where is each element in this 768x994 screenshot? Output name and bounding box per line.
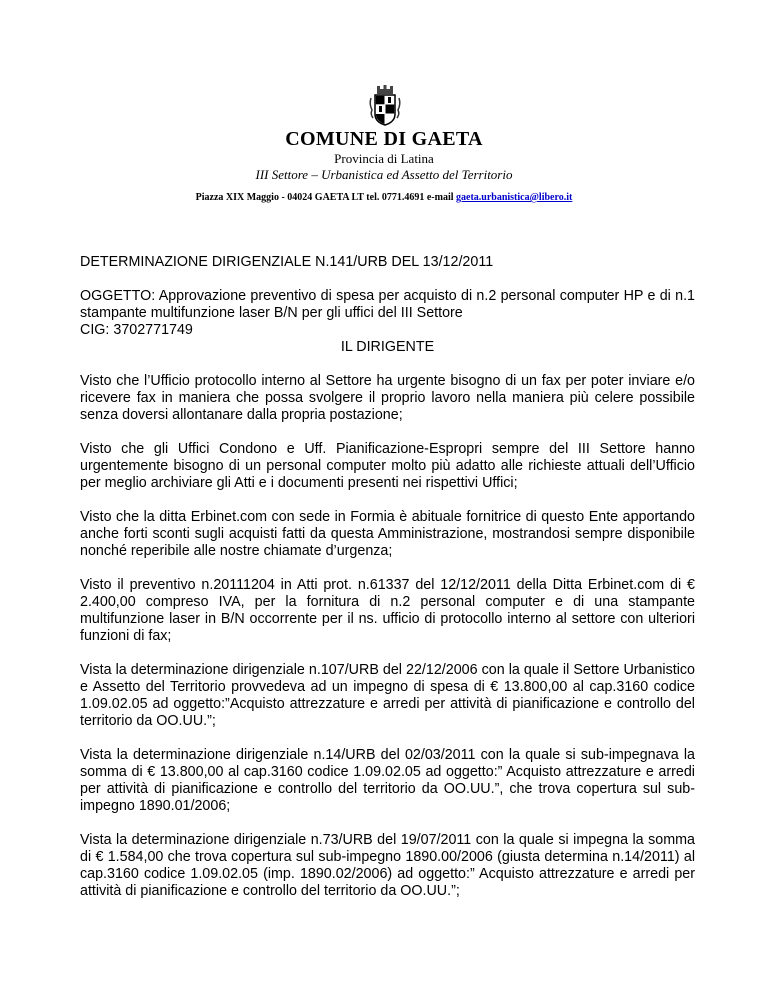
coat-of-arms-icon bbox=[368, 84, 402, 126]
paragraph: Vista la determinazione dirigenziale n.73/URB del 19/07/2011 con la quale si impegna la somma di € 1.584,00 che trova copertura sul sub-impegno 1890.00/2006 (giusta determina n.14/2011) al cap.3160 codice 1.09.02.05 (imp. 1890.02/2006) ad oggetto:” Acquisto attrezzature e arredi per attività di pianificazione e controllo del territorio da OO.UU.”; bbox=[80, 832, 695, 899]
paragraph: Vista la determinazione dirigenziale n.14/URB del 02/03/2011 con la quale si sub-impegnava la somma di € 13.800,00 al cap.3160 codice 1.09.02.05 ad oggetto:” Acquisto attrezzature e arredi per attività di pianificazione e controllo del territorio da OO.UU.”, che trova copertura sul sub-impegno 1890.01/2006; bbox=[80, 747, 695, 814]
subject-text: OGGETTO: Approvazione preventivo di spesa per acquisto di n.2 personal computer HP e di n.1 stampante multifunzione laser B/N per gli uffici del III Settore bbox=[80, 288, 695, 321]
paragraph: Visto che gli Uffici Condono e Uff. Pianificazione-Espropri sempre del III Settore hanno urgentemente bisogno di un personal computer molto più adatto alle richieste attuali dell’Ufficio per meglio archiviare gli Atti e i documenti presenti nei rispettivi Uffici; bbox=[80, 441, 695, 491]
paragraph: Visto che la ditta Erbinet.com con sede in Formia è abituale fornitrice di questo Ente apportando anche forti sconti sugli acquisti fatti da questa Amministrazione, mostrandosi sempre disponibile nonché reperibile alle nostre chiamate d’urgenza; bbox=[80, 509, 695, 559]
contact-line bbox=[0, 192, 768, 203]
sector-name: III Settore – Urbanistica ed Assetto del Territorio bbox=[255, 167, 513, 182]
paragraph: Vista la determinazione dirigenziale n.107/URB del 22/12/2006 con la quale il Settore Urbanistico e Assetto del Territorio provvedeva ad un impegno di spesa di € 13.800,00 al cap.3160 codice 1.09.02.05 ad oggetto:”Acquisto attrezzature e arredi per attività di pianificazione e controllo del territorio da OO.UU.”; bbox=[80, 662, 695, 729]
paragraph: Visto il preventivo n.20111204 in Atti prot. n.61337 del 12/12/2011 della Ditta Erbinet.com di € 2.400,00 compreso IVA, per la fornitura di n.2 personal computer e di una stampante multifunzione laser in B/N occorrente per il ns. ufficio di protocollo interno al settore con ulteriori funzioni di fax; bbox=[80, 577, 695, 644]
cig-code: CIG: 3702771749 bbox=[80, 322, 193, 338]
province-name: Provincia di Latina bbox=[334, 151, 434, 166]
section-heading: IL DIRIGENTE bbox=[340, 339, 435, 355]
contact-address: Piazza XIX Maggio - 04024 GAETA LT tel. 0771.4691 e-mail bbox=[195, 192, 454, 203]
email-link[interactable]: gaeta.urbanistica@libero.it bbox=[456, 192, 573, 203]
municipality-name: COMUNE DI GAETA bbox=[285, 128, 483, 150]
determination-title: DETERMINAZIONE DIRIGENZIALE N.141/URB DEL 13/12/2011 bbox=[80, 254, 494, 270]
paragraph: Visto che l’Ufficio protocollo interno al Settore ha urgente bisogno di un fax per poter inviare e/o ricevere fax in maniera che possa svolgere il proprio lavoro nella maniera più celere possibile senza doversi allontanare dalla propria postazione; bbox=[80, 373, 695, 423]
